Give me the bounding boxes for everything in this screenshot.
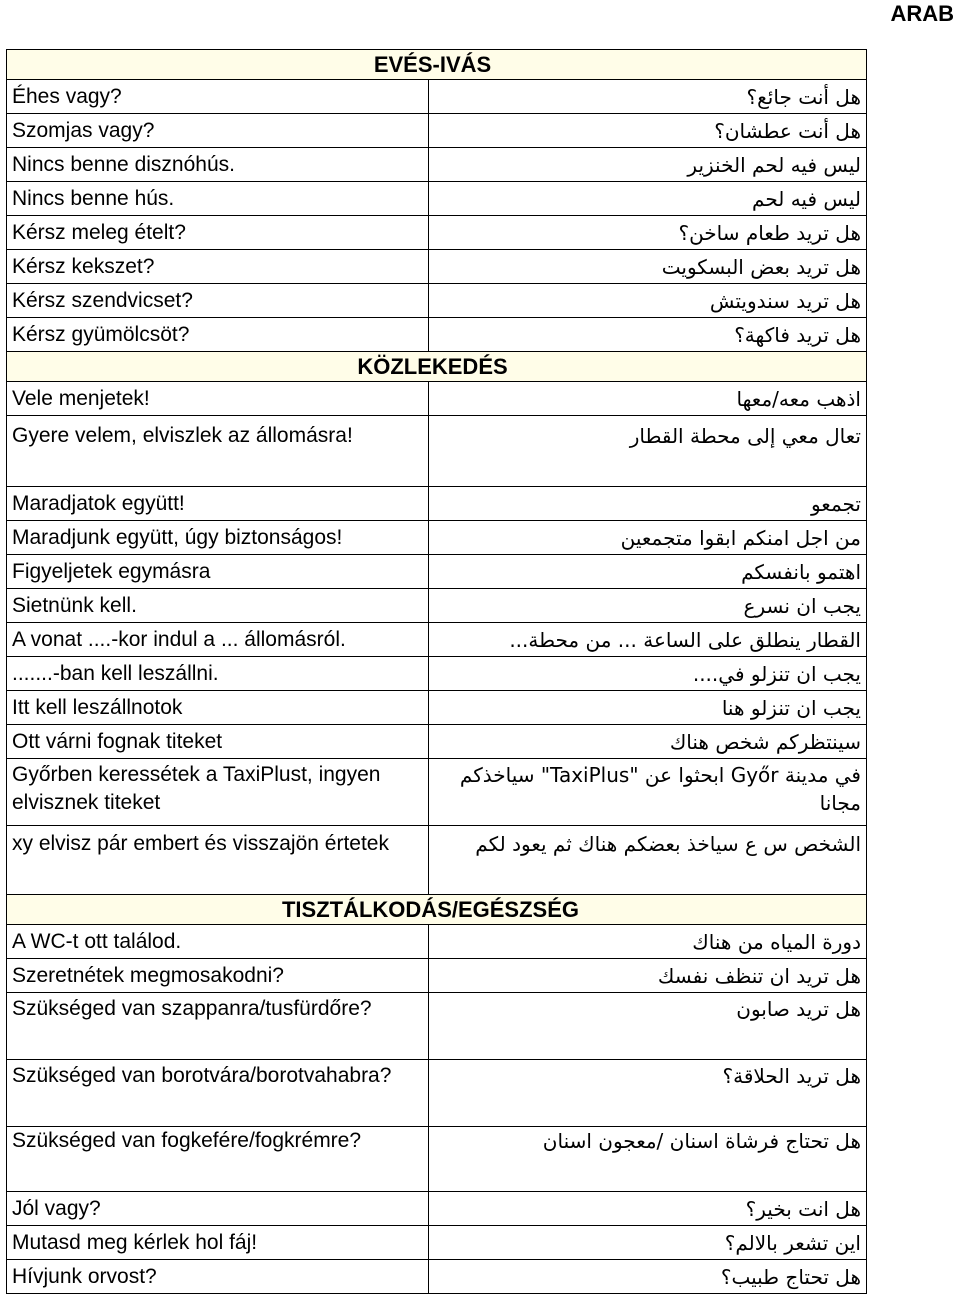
arabic-phrase: هل تريد الحلاقة؟ [429,1060,867,1127]
phrase-row [7,925,867,959]
phrase-row [7,826,867,895]
hungarian-phrase: Hívjunk orvost? [7,1260,429,1294]
arabic-phrase: هل تريد صابون [429,993,867,1060]
section-header [7,895,867,925]
arabic-phrase: في مدينة Győr ابحثوا عن "TaxiPlus" سياخذكم مجانا [429,759,867,826]
arabic-phrase: هل انت بخير؟ [429,1192,867,1226]
phrase-row [7,725,867,759]
phrase-row [7,148,867,182]
hungarian-phrase: Éhes vagy? [7,80,429,114]
arabic-phrase: هل تحتاج طبيب؟ [429,1260,867,1294]
arabic-phrase: من اجل امنكم ابقوا متجمعين [429,521,867,555]
phrase-row [7,182,867,216]
arabic-phrase: يجب ان تنزلو هنا [429,691,867,725]
phrase-row [7,1260,867,1294]
arabic-phrase: اين تشعر بالالم؟ [429,1226,867,1260]
hungarian-phrase: Vele menjetek! [7,382,429,416]
hungarian-phrase: Kérsz gyümölcsöt? [7,318,429,352]
phrase-row [7,416,867,487]
arabic-phrase: تجمعو [429,487,867,521]
phrase-row [7,555,867,589]
section-title-tisztalkodas: TISZTÁLKODÁS/EGÉSZSÉG [281,896,580,922]
arabic-phrase: ليس فيه لحم [429,182,867,216]
phrase-row [7,623,867,657]
phrase-table [6,49,867,1294]
hungarian-phrase: Kérsz szendvicset? [7,284,429,318]
phrase-row [7,657,867,691]
hungarian-phrase: Szükséged van fogkefére/fogkrémre? [7,1127,429,1192]
phrase-row [7,759,867,826]
arabic-phrase: القطار ينطلق على الساعة ... من محطة... [429,623,867,657]
section-title-eves-ivas: EVÉS-IVÁS [373,51,492,77]
phrase-row [7,993,867,1060]
hungarian-phrase: Jól vagy? [7,1192,429,1226]
arabic-phrase: هل أنت عطشان؟ [429,114,867,148]
hungarian-phrase: Szeretnétek megmosakodni? [7,959,429,993]
hungarian-phrase: Szükséged van szappanra/tusfürdőre? [7,993,429,1060]
phrase-row [7,1060,867,1127]
phrase-row [7,1127,867,1192]
phrase-row [7,589,867,623]
hungarian-phrase: Szükséged van borotvára/borotvahabra? [7,1060,429,1127]
phrase-row [7,959,867,993]
hungarian-phrase: Gyere velem, elviszlek az állomásra! [7,416,429,487]
hungarian-phrase: Sietnünk kell. [7,589,429,623]
phrase-row [7,521,867,555]
hungarian-phrase: Figyeljetek egymásra [7,555,429,589]
phrase-row [7,1226,867,1260]
hungarian-phrase: .......-ban kell leszállni. [7,657,429,691]
arabic-phrase: الشخص س ع سياخذ بعضكم هناك ثم يعود لكم [429,826,867,895]
arabic-phrase: هل أنت جائع؟ [429,80,867,114]
arabic-phrase: هل تريد بعض البسكويت [429,250,867,284]
arabic-phrase: اهتمو بانفسكم [429,555,867,589]
phrase-row [7,382,867,416]
phrase-row [7,487,867,521]
phrase-row [7,318,867,352]
hungarian-phrase: Mutasd meg kérlek hol fáj! [7,1226,429,1260]
arabic-phrase: دورة المياه من هناك [429,925,867,959]
hungarian-phrase: xy elvisz pár embert és visszajön értetek [7,826,429,895]
arabic-phrase: اذهب معه/معها [429,382,867,416]
phrase-row [7,250,867,284]
phrase-row [7,691,867,725]
arabic-phrase: يجب ان نسرع [429,589,867,623]
arabic-phrase: هل تريد ان تنظف نفسك [429,959,867,993]
phrase-row [7,284,867,318]
arabic-phrase: هل تريد سندويتش [429,284,867,318]
arabic-phrase: هل تريد فاكهة؟ [429,318,867,352]
section-header [7,352,867,382]
arabic-phrase: سينتظركم شخص هناك [429,725,867,759]
hungarian-phrase: Ott várni fognak titeket [7,725,429,759]
hungarian-phrase: Maradjatok együtt! [7,487,429,521]
phrase-row [7,216,867,250]
section-title-kozlekedes: KÖZLEKEDÉS [357,353,508,379]
hungarian-phrase: Szomjas vagy? [7,114,429,148]
hungarian-phrase: Itt kell leszállnotok [7,691,429,725]
phrase-row [7,114,867,148]
arabic-phrase: يجب ان تنزلو في.... [429,657,867,691]
arabic-phrase: ليس فيه لحم الخنزير [429,148,867,182]
hungarian-phrase: Maradjunk együtt, úgy biztonságos! [7,521,429,555]
hungarian-phrase: A vonat ....-kor indul a ... állomásról. [7,623,429,657]
arabic-phrase: تعال معي إلى محطة القطار [429,416,867,487]
hungarian-phrase: Nincs benne disznóhús. [7,148,429,182]
hungarian-phrase: A WC-t ott találod. [7,925,429,959]
hungarian-phrase: Győrben keressétek a TaxiPlust, ingyen elvisznek titeket [7,759,429,826]
phrase-row [7,1192,867,1226]
hungarian-phrase: Kérsz kekszet? [7,250,429,284]
section-header [7,50,867,80]
arabic-phrase: هل تريد طعام ساخن؟ [429,216,867,250]
arabic-phrase: هل تحتاج فرشاة اسنان /معجون اسنان [429,1127,867,1192]
phrase-row [7,80,867,114]
hungarian-phrase: Nincs benne hús. [7,182,429,216]
language-tag: ARAB [890,1,954,26]
hungarian-phrase: Kérsz meleg ételt? [7,216,429,250]
